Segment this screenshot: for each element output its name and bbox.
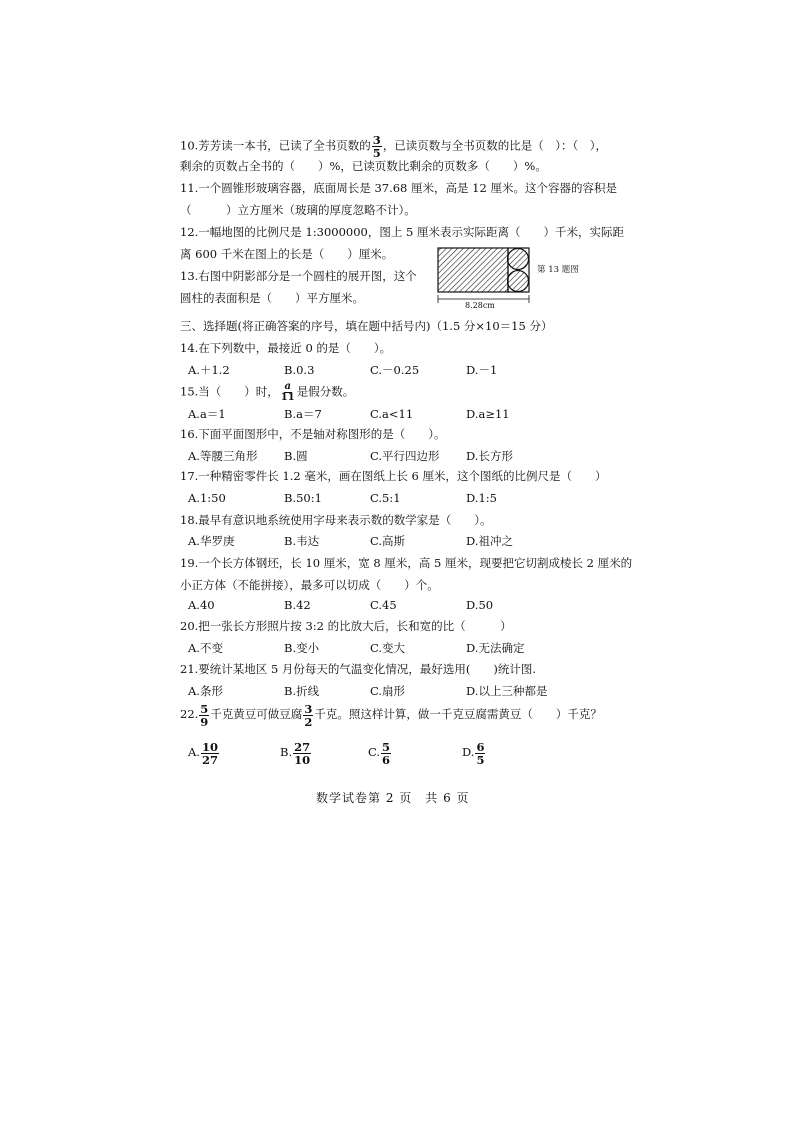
page-footer: 数学试卷第 2 页 共 6 页 — [316, 791, 470, 805]
figure-caption: 第 13 题图 — [537, 265, 579, 275]
q20-option-d: D.无法确定 — [466, 641, 525, 655]
q17-stem: 17.一种精密零件长 1.2 毫米，画在图纸上长 6 厘米，这个图纸的比例尺是（ ） — [180, 469, 607, 483]
q15-option-c: C.a<11 — [370, 407, 414, 421]
q18-stem: 18.最早有意识地系统使用字母来表示数的数学家是（ ）。 — [180, 513, 492, 527]
fraction: $\frac{5}{6}$ — [382, 739, 391, 767]
q14-option-a: A.＋1.2 — [188, 363, 230, 377]
q20-option-b: B.变小 — [284, 641, 320, 655]
q12-line1: 12.一幅地图的比例尺是 1:3000000，图上 5 厘米表示实际距离（ ）千米，实际距 — [180, 225, 624, 239]
q22-option-c: C. $\frac{5}{6}$ — [368, 739, 391, 767]
q20-option-c: C.变大 — [370, 641, 406, 655]
q13-line1: 13.右图中阴影部分是一个圆柱的展开图，这个 — [180, 269, 417, 283]
q22-option-b: B. $\frac{27}{10}$ — [280, 739, 311, 767]
q20-option-a: A.不变 — [188, 641, 223, 655]
q13-line2: 圆柱的表面积是（ ）平方厘米。 — [180, 291, 364, 305]
q20-stem: 20.把一张长方形照片按 3:2 的比放大后，长和宽的比（ ） — [180, 619, 512, 633]
fraction: $\frac{27}{10}$ — [294, 739, 311, 767]
q14-option-c: C.－0.25 — [370, 363, 420, 377]
q16-option-d: D.长方形 — [466, 449, 513, 463]
fraction: $\frac{3}{2}$ — [304, 701, 313, 729]
q15-stem: 15.当（ ）时， $\frac{a}{11}$ 是假分数。 — [180, 381, 355, 403]
q18-option-b: B.韦达 — [284, 534, 320, 548]
q18-option-d: D.祖冲之 — [466, 534, 513, 548]
q17-option-c: C.5:1 — [370, 491, 401, 505]
q15-option-b: B.a＝7 — [284, 407, 322, 421]
fraction: $\frac{a}{11}$ — [280, 381, 295, 403]
q19-line2: 小正方体（不能拼接），最多可以切成（ ）个。 — [180, 578, 439, 592]
q19-option-b: B.42 — [284, 598, 311, 612]
q18-option-a: A.华罗庚 — [188, 534, 235, 548]
q16-option-b: B.圆 — [284, 449, 308, 463]
q19-line1: 19.一个长方体钢坯，长 10 厘米，宽 8 厘米，高 5 厘米，现要把它切割成棱长 2 厘米的 — [180, 556, 633, 570]
q17-option-d: D.1:5 — [466, 491, 497, 505]
q10-line1: 10.芳芳读一本书，已读了全书页数的 $\frac{3}{5}$ ，已读页数与全书页数的比是（ ）：（ ）， — [180, 133, 608, 160]
q22-stem: 22. $\frac{5}{9}$ 千克黄豆可做豆腐 $\frac{3}{2}$ 千克。照这样计算，做一千克豆腐需黄豆（ ）千克？ — [180, 701, 602, 729]
fraction: $\frac{10}{27}$ — [201, 739, 218, 767]
q16-option-a: A.等腰三角形 — [188, 449, 258, 463]
q11-line1: 11.一个圆锥形玻璃容器，底面周长是 37.68 厘米，高是 12 厘米。这个容器的容积是 — [180, 181, 617, 195]
q15-option-d: D.a≥11 — [466, 407, 510, 421]
q12-line2: 离 600 千米在图上的长是（ ）厘米。 — [180, 247, 394, 261]
q14-stem: 14.在下列数中，最接近 0 的是（ ）。 — [180, 341, 392, 355]
q16-stem: 16.下面平面图形中，不是轴对称图形的是（ ）。 — [180, 427, 446, 441]
q14-option-d: D.－1 — [466, 363, 498, 377]
q11-line2: （ ）立方厘米（玻璃的厚度忽略不计）。 — [180, 203, 416, 217]
q18-option-c: C.高斯 — [370, 534, 406, 548]
cylinder-net-figure — [437, 246, 537, 315]
q19-option-d: D.50 — [466, 598, 494, 612]
fraction: $\frac{5}{9}$ — [200, 701, 209, 729]
q19-option-c: C.45 — [370, 598, 397, 612]
q17-option-a: A.1:50 — [188, 491, 226, 505]
q16-option-c: C.平行四边形 — [370, 449, 440, 463]
q21-option-d: D.以上三种都是 — [466, 684, 548, 698]
q21-option-a: A.条形 — [188, 684, 223, 698]
section-heading: 三、选择题(将正确答案的序号，填在题中括号内)（1.5 分×10＝15 分） — [180, 319, 553, 333]
q22-option-d: D. $\frac{6}{5}$ — [462, 739, 485, 767]
figure-dimension: 8.28cm — [465, 301, 495, 310]
q14-option-b: B.0.3 — [284, 363, 315, 377]
q15-option-a: A.a＝1 — [188, 407, 226, 421]
q22-option-a: A. $\frac{10}{27}$ — [188, 739, 218, 767]
fraction: $\frac{6}{5}$ — [476, 739, 485, 767]
q10-line2: 剩余的页数占全书的（ ）%，已读页数比剩余的页数多（ ）%。 — [180, 159, 547, 173]
q19-option-a: A.40 — [188, 598, 215, 612]
q21-option-c: C.扇形 — [370, 684, 406, 698]
fraction: $\frac{3}{5}$ — [372, 133, 381, 160]
q21-option-b: B.折线 — [284, 684, 320, 698]
q21-stem: 21.要统计某地区 5 月份每天的气温变化情况，最好选用( )统计图. — [180, 662, 537, 676]
q17-option-b: B.50:1 — [284, 491, 322, 505]
